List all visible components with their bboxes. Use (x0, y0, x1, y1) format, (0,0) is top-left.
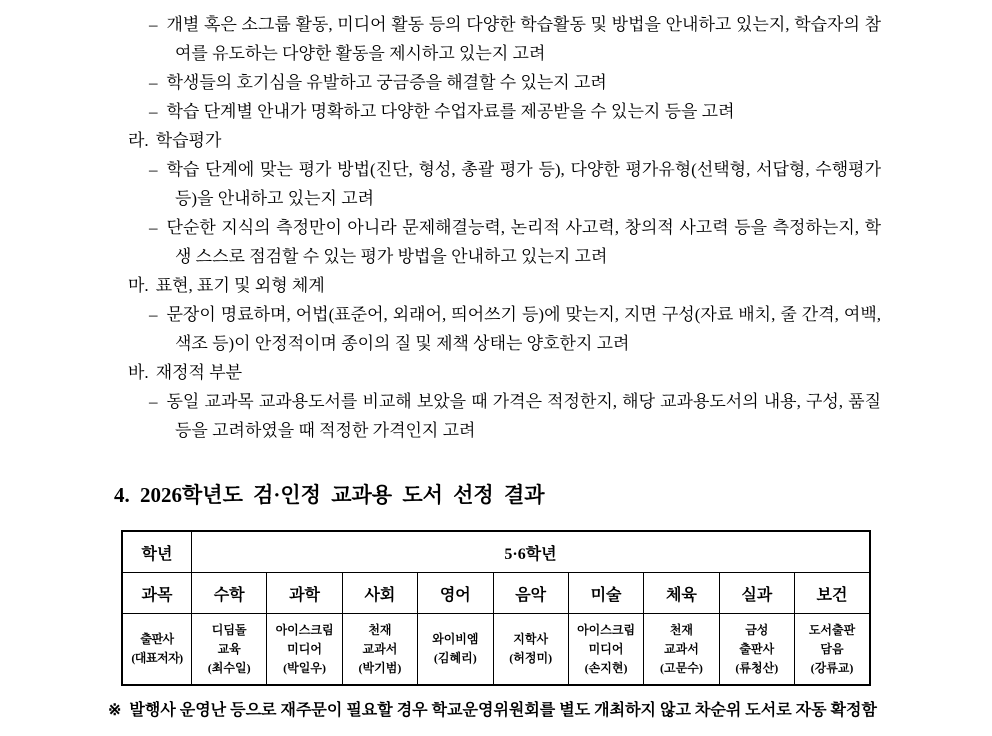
criteria-item-text: 학습 단계에 맞는 평가 방법(진단, 형성, 총괄 평가 등), 다양한 평가유형(선택형, 서답형, 수행평가 등)을 안내하고 있는지 고려 (166, 160, 881, 208)
criteria-item-text: 개별 혹은 소그룹 활동, 미디어 활동 등의 다양한 학습활동 및 방법을 안내하고 있는지, 학습자의 참여를 유도하는 다양한 활동을 제시하고 있는지 고려 (166, 15, 881, 63)
footnote-text: 발행사 운영난 등으로 재주문이 필요할 경우 학교운영위원회를 별도 개최하지 않고 차순위 도서로 자동 확정함 (129, 702, 877, 719)
publisher-cell (418, 614, 493, 686)
publisher-name: 천재 (669, 622, 694, 637)
publisher-author: (강류교) (810, 660, 854, 675)
publisher-author: (최수일) (207, 660, 251, 675)
publisher-cell (644, 614, 719, 686)
criteria-item (128, 10, 881, 68)
footnote (108, 698, 898, 724)
dash-bullet: – (149, 305, 158, 324)
section-title: 학습평가 (155, 131, 222, 150)
publisher-name: 아이스크림 (577, 622, 636, 637)
publisher-cell (267, 614, 342, 686)
criteria-list (128, 10, 881, 445)
criteria-item (128, 213, 881, 271)
publisher-name: 미디어 (588, 641, 624, 656)
publisher-name: 도서출판 (808, 622, 856, 637)
table-row-grade (122, 531, 870, 573)
subject-cell: 실과 (719, 573, 794, 614)
section-title: 재정적 부분 (155, 363, 243, 382)
publisher-name: 아이스크림 (275, 622, 334, 637)
publisher-author: (허정미) (509, 651, 553, 665)
publisher-name: 담음 (820, 641, 844, 656)
section-title: 표현, 표기 및 외형 체계 (155, 276, 325, 295)
dash-bullet: – (149, 160, 158, 179)
publisher-header-line2: (대표저자) (131, 651, 183, 665)
dash-bullet: – (149, 73, 158, 92)
publisher-name: 지학사 (513, 632, 549, 646)
subject-cell: 음악 (493, 573, 568, 614)
criteria-section-heading (128, 126, 881, 155)
criteria-item (128, 97, 881, 126)
section-label: 라. (128, 131, 149, 150)
dash-bullet: – (149, 15, 158, 34)
subject-cell: 보건 (795, 573, 871, 614)
reference-mark-icon: ※ (108, 702, 122, 719)
subject-cell: 체육 (644, 573, 719, 614)
publisher-author: (고문수) (660, 660, 703, 675)
dash-bullet: – (149, 218, 158, 237)
publisher-author: (박기범) (358, 660, 402, 675)
table-row-publishers (122, 614, 870, 686)
subject-cell: 과학 (267, 573, 342, 614)
publisher-author: (손지현) (584, 660, 628, 675)
section-4-heading: 4. 2026학년도 검·인정 교과용 도서 선정 결과 (114, 483, 545, 507)
subject-cell: 사회 (342, 573, 417, 614)
criteria-item-text: 학습 단계별 안내가 명확하고 다양한 수업자료를 제공받을 수 있는지 등을 고려 (166, 102, 735, 121)
publisher-author: (류청산) (735, 660, 779, 675)
publisher-name: 디딤돌 (211, 622, 247, 637)
dash-bullet: – (149, 102, 158, 121)
subject-cell: 수학 (192, 573, 267, 614)
criteria-item-text: 문장이 명료하며, 어법(표준어, 외래어, 띄어쓰기 등)에 맞는지, 지면 구성(자료 배치, 줄 간격, 여백, 색조 등)이 안정적이며 종이의 질 및 제책 상태는 양호한지 고려 (166, 305, 881, 353)
publisher-name: 교과서 (362, 641, 398, 656)
publisher-cell (568, 614, 643, 686)
criteria-item (128, 155, 881, 213)
selection-result-table (121, 530, 871, 686)
grade-value-cell: 5·6학년 (192, 531, 871, 573)
publisher-author: (박일우) (283, 660, 326, 675)
subject-cell: 영어 (418, 573, 493, 614)
section-label: 마. (128, 276, 149, 295)
publisher-name: 금성 (745, 622, 769, 637)
criteria-item (128, 300, 881, 358)
table-row-subjects (122, 573, 870, 614)
publisher-header-line1: 출판사 (140, 632, 174, 646)
publisher-cell (719, 614, 794, 686)
criteria-item-text: 단순한 지식의 측정만이 아니라 문제해결능력, 논리적 사고력, 창의적 사고력 등을 측정하는지, 학생 스스로 점검할 수 있는 평가 방법을 안내하고 있는지 고려 (166, 218, 881, 266)
criteria-item (128, 68, 881, 97)
criteria-item-text: 동일 교과목 교과용도서를 비교해 보았을 때 가격은 적정한지, 해당 교과용도서의 내용, 구성, 품질 등을 고려하였을 때 적정한 가격인지 고려 (166, 392, 881, 440)
publisher-cell (493, 614, 568, 686)
section-label: 바. (128, 363, 149, 382)
publisher-name: 천재 (368, 622, 392, 637)
publisher-cell (795, 614, 871, 686)
publisher-cell (192, 614, 267, 686)
publisher-cell (342, 614, 417, 686)
criteria-section-heading (128, 358, 881, 387)
grade-header-cell: 학년 (122, 531, 192, 573)
publisher-name: 미디어 (287, 641, 322, 656)
publisher-header-cell (122, 614, 192, 686)
criteria-item (128, 387, 881, 445)
publisher-name: 교육 (217, 641, 241, 656)
publisher-name: 교과서 (664, 641, 699, 656)
publisher-name: 출판사 (739, 641, 775, 656)
publisher-name: 와이비엠 (432, 632, 479, 646)
criteria-section-heading (128, 271, 881, 300)
subject-header-cell: 과목 (122, 573, 192, 614)
publisher-author: (김혜리) (433, 651, 477, 665)
subject-cell: 미술 (568, 573, 643, 614)
dash-bullet: – (149, 392, 158, 411)
criteria-item-text: 학생들의 호기심을 유발하고 궁금증을 해결할 수 있는지 고려 (166, 73, 607, 92)
